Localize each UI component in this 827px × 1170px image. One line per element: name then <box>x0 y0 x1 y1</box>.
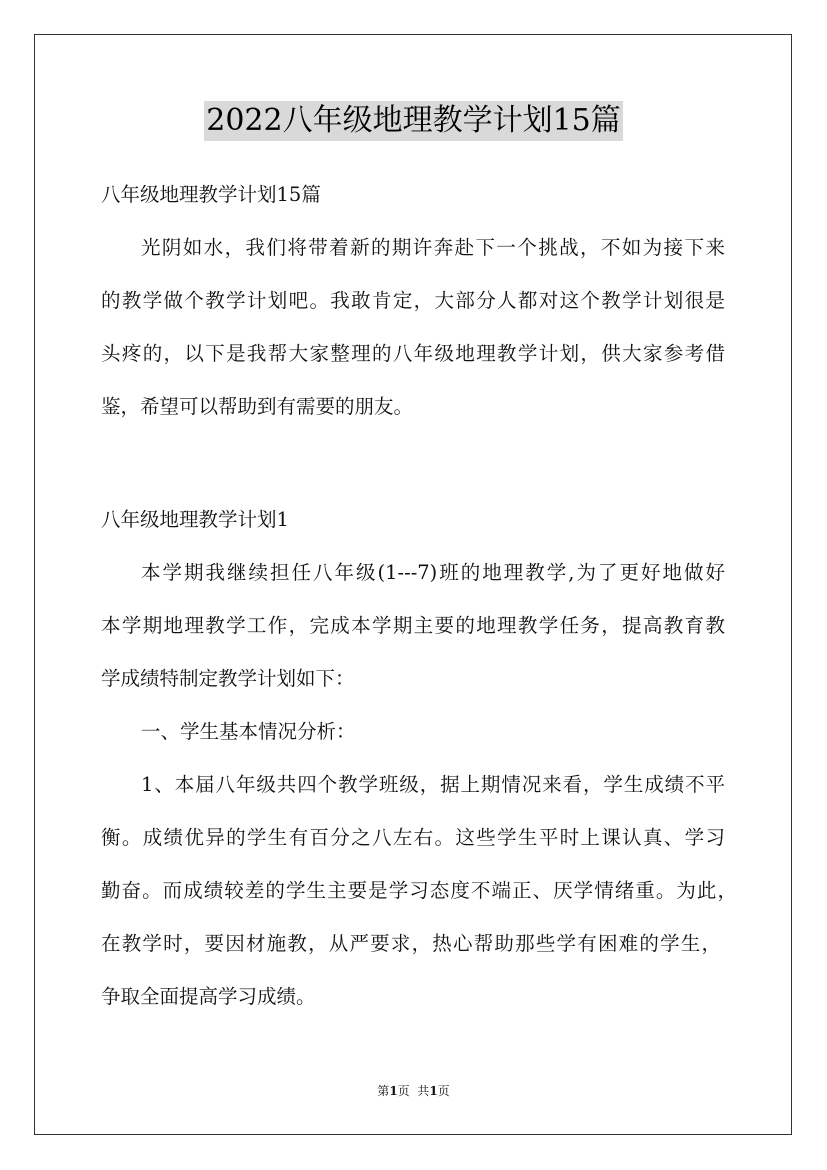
footer-prefix: 第 <box>377 1084 390 1098</box>
document-title: 2022八年级地理教学计划15篇 <box>204 101 623 141</box>
footer-suffix: 页 <box>437 1084 450 1098</box>
section-paragraph-line-3: 学成绩特制定教学计划如下： <box>101 667 355 690</box>
analysis-paragraph-line-5: 争取全面提高学习成绩。 <box>101 985 316 1008</box>
intro-paragraph-line-1: 光阴如水，我们将带着新的期许奔赴下一个挑战，不如为接下来 <box>141 236 725 259</box>
intro-paragraph-line-2: 的教学做个教学计划吧。我敢肯定，大部分人都对这个教学计划很是 <box>101 289 725 312</box>
subtitle-line: 八年级地理教学计划15篇 <box>101 183 321 206</box>
section-paragraph-line-1: 本学期我继续担任八年级(1---7)班的地理教学,为了更好地做好 <box>141 561 725 584</box>
analysis-paragraph-line-1: 1、本届八年级共四个教学班级，据上期情况来看，学生成绩不平 <box>141 773 725 796</box>
footer-page-total: 1 <box>429 1084 438 1098</box>
footer-mid: 页 共 <box>397 1084 430 1098</box>
analysis-paragraph-line-4: 在教学时，要因材施教，从严要求，热心帮助那些学有困难的学生， <box>101 932 721 955</box>
intro-paragraph-line-3: 头疼的，以下是我帮大家整理的八年级地理教学计划，供大家参考借 <box>101 342 725 365</box>
page-footer <box>0 1083 827 1099</box>
footer-page-current: 1 <box>389 1084 398 1098</box>
title-container <box>0 101 827 141</box>
section-paragraph-line-2: 本学期地理教学工作，完成本学期主要的地理教学任务，提高教育教 <box>101 614 725 637</box>
section-heading-1: 八年级地理教学计划1 <box>101 508 289 531</box>
analysis-paragraph-line-2: 衡。成绩优异的学生有百分之八左右。这些学生平时上课认真、学习 <box>101 826 725 849</box>
analysis-paragraph-line-3: 勤奋。而成绩较差的学生主要是学习态度不端正、厌学情绪重。为此， <box>101 879 737 902</box>
subheading-student-analysis: 一、学生基本情况分析： <box>141 720 356 743</box>
intro-paragraph-line-4: 鉴，希望可以帮助到有需要的朋友。 <box>101 395 414 418</box>
